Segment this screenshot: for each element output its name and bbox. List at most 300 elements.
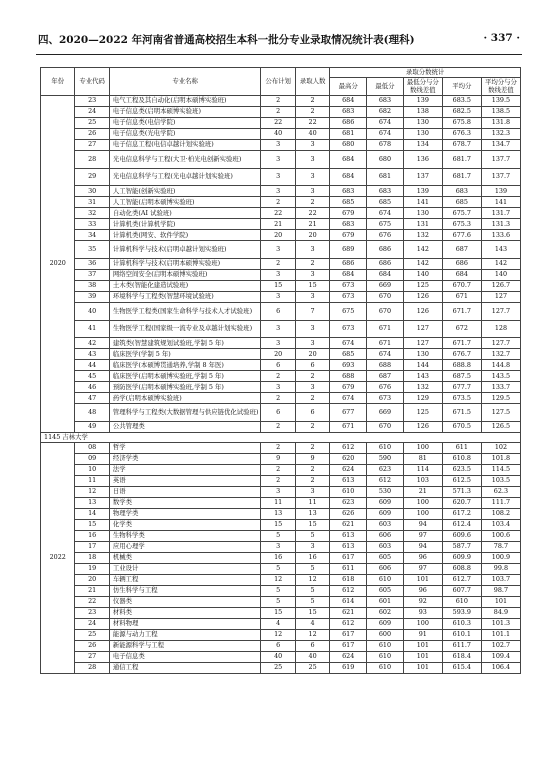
plan-cell: 2 — [261, 393, 295, 404]
avg-score-cell: 671.7 — [442, 303, 481, 321]
major-name-cell: 电子信息类(电信学院) — [109, 118, 261, 129]
major-code-cell: 36 — [75, 259, 109, 270]
min-score-cell: 669 — [367, 281, 404, 292]
table-row — [41, 585, 521, 596]
avg-diff-cell: 134.7 — [481, 140, 520, 151]
avg-diff-cell: 111.7 — [481, 497, 520, 508]
plan-cell: 21 — [261, 219, 295, 230]
min-diff-cell: 130 — [403, 129, 442, 140]
avg-score-cell: 681.7 — [442, 151, 481, 169]
avg-score-cell: 571.3 — [442, 486, 481, 497]
major-name-cell: 日语 — [109, 486, 261, 497]
major-name-cell: 临床医学(本硕博贯通培养,学制 8 年医) — [109, 360, 261, 371]
admitted-cell: 5 — [295, 530, 329, 541]
plan-cell: 40 — [261, 651, 295, 662]
admitted-cell: 6 — [295, 640, 329, 651]
table-row — [41, 208, 521, 219]
avg-score-cell: 678.7 — [442, 140, 481, 151]
max-score-cell: 686 — [330, 259, 367, 270]
max-score-cell: 623 — [330, 497, 367, 508]
min-score-cell: 686 — [367, 259, 404, 270]
major-code-cell: 26 — [75, 640, 109, 651]
min-score-cell: 686 — [367, 241, 404, 259]
max-score-cell: 619 — [330, 662, 367, 673]
avg-diff-cell: 103.4 — [481, 519, 520, 530]
min-score-cell: 670 — [367, 292, 404, 303]
avg-score-cell: 612.7 — [442, 574, 481, 585]
major-code-cell: 12 — [75, 486, 109, 497]
max-score-cell: 674 — [330, 338, 367, 349]
avg-diff-cell: 78.7 — [481, 541, 520, 552]
avg-score-cell: 686 — [442, 259, 481, 270]
avg-score-cell: 608.8 — [442, 563, 481, 574]
admitted-cell: 3 — [295, 382, 329, 393]
plan-cell: 11 — [261, 497, 295, 508]
major-name-cell: 化学类 — [109, 519, 261, 530]
min-score-cell: 674 — [367, 208, 404, 219]
major-code-cell: 46 — [75, 382, 109, 393]
avg-score-cell: 676.7 — [442, 349, 481, 360]
major-name-cell: 电子信息类(光电学院) — [109, 129, 261, 140]
table-row — [41, 530, 521, 541]
page-header — [38, 32, 520, 48]
admitted-cell: 22 — [295, 118, 329, 129]
table-row — [41, 552, 521, 563]
major-name-cell: 能源与动力工程 — [109, 629, 261, 640]
max-score-cell: 683 — [330, 107, 367, 118]
max-score-cell: 621 — [330, 519, 367, 530]
col-min: 最低分 — [367, 78, 404, 96]
major-name-cell: 应用心理学 — [109, 541, 261, 552]
major-code-cell: 26 — [75, 129, 109, 140]
major-code-cell: 45 — [75, 371, 109, 382]
avg-diff-cell: 101.3 — [481, 618, 520, 629]
min-diff-cell: 131 — [403, 219, 442, 230]
min-score-cell: 680 — [367, 151, 404, 169]
admitted-cell: 25 — [295, 662, 329, 673]
major-name-cell: 材料物理 — [109, 618, 261, 629]
avg-score-cell: 615.4 — [442, 662, 481, 673]
table-row — [41, 118, 521, 129]
avg-score-cell: 677.7 — [442, 382, 481, 393]
max-score-cell: 617 — [330, 552, 367, 563]
major-code-cell: 18 — [75, 552, 109, 563]
min-score-cell: 681 — [367, 168, 404, 186]
table-row — [41, 464, 521, 475]
max-score-cell: 685 — [330, 197, 367, 208]
table-header — [41, 68, 521, 96]
min-diff-cell: 139 — [403, 186, 442, 197]
plan-cell: 5 — [261, 563, 295, 574]
admitted-cell: 3 — [295, 292, 329, 303]
major-code-cell: 37 — [75, 270, 109, 281]
table-row — [41, 96, 521, 107]
table-row — [41, 393, 521, 404]
major-name-cell: 哲学 — [109, 442, 261, 453]
min-score-cell: 674 — [367, 129, 404, 140]
admitted-cell: 2 — [295, 197, 329, 208]
max-score-cell: 613 — [330, 541, 367, 552]
page-number: · 337 · — [483, 32, 520, 44]
admitted-cell: 2 — [295, 464, 329, 475]
table-row — [41, 519, 521, 530]
major-code-cell: 08 — [75, 442, 109, 453]
admitted-cell: 2 — [295, 371, 329, 382]
table-row — [41, 422, 521, 433]
col-plan: 公布计划 — [261, 68, 295, 96]
admitted-cell: 2 — [295, 259, 329, 270]
admitted-cell: 3 — [295, 541, 329, 552]
table-row — [41, 338, 521, 349]
avg-score-cell: 671.5 — [442, 404, 481, 422]
major-code-cell: 17 — [75, 541, 109, 552]
avg-diff-cell: 109.4 — [481, 651, 520, 662]
major-code-cell: 15 — [75, 519, 109, 530]
admitted-cell: 5 — [295, 585, 329, 596]
admitted-cell: 3 — [295, 151, 329, 169]
table-row — [41, 292, 521, 303]
min-diff-cell: 126 — [403, 303, 442, 321]
university-name: 1145 吉林大学 — [41, 433, 521, 443]
min-diff-cell: 130 — [403, 118, 442, 129]
table-row — [41, 230, 521, 241]
min-score-cell: 610 — [367, 574, 404, 585]
min-diff-cell: 136 — [403, 151, 442, 169]
avg-diff-cell: 98.7 — [481, 585, 520, 596]
min-score-cell: 674 — [367, 118, 404, 129]
plan-cell: 2 — [261, 197, 295, 208]
year-cell: 2022 — [41, 442, 75, 673]
plan-cell: 3 — [261, 168, 295, 186]
avg-score-cell: 671.7 — [442, 338, 481, 349]
min-diff-cell: 132 — [403, 382, 442, 393]
plan-cell: 3 — [261, 486, 295, 497]
plan-cell: 20 — [261, 349, 295, 360]
avg-diff-cell: 129.5 — [481, 393, 520, 404]
min-diff-cell: 101 — [403, 662, 442, 673]
min-score-cell: 606 — [367, 563, 404, 574]
admitted-cell: 9 — [295, 453, 329, 464]
max-score-cell: 679 — [330, 382, 367, 393]
min-diff-cell: 91 — [403, 629, 442, 640]
major-code-cell: 30 — [75, 186, 109, 197]
major-name-cell: 电子信息类(启明本硕博实验班) — [109, 107, 261, 118]
major-code-cell: 25 — [75, 118, 109, 129]
avg-diff-cell: 137.7 — [481, 168, 520, 186]
major-code-cell: 25 — [75, 629, 109, 640]
plan-cell: 3 — [261, 382, 295, 393]
table-row — [41, 241, 521, 259]
table-row — [41, 629, 521, 640]
min-diff-cell: 97 — [403, 530, 442, 541]
major-code-cell: 24 — [75, 107, 109, 118]
major-name-cell: 计算机科学与技术(启明本硕博实验班) — [109, 259, 261, 270]
table-row — [41, 360, 521, 371]
min-score-cell: 609 — [367, 497, 404, 508]
min-score-cell: 603 — [367, 519, 404, 530]
table-row — [41, 107, 521, 118]
table-row — [41, 607, 521, 618]
plan-cell: 3 — [261, 151, 295, 169]
avg-score-cell: 610.3 — [442, 618, 481, 629]
major-name-cell: 经济学类 — [109, 453, 261, 464]
major-name-cell: 通信工程 — [109, 662, 261, 673]
major-code-cell: 22 — [75, 596, 109, 607]
admitted-cell: 2 — [295, 475, 329, 486]
avg-diff-cell: 103.5 — [481, 475, 520, 486]
min-diff-cell: 94 — [403, 519, 442, 530]
avg-diff-cell: 103.7 — [481, 574, 520, 585]
max-score-cell: 689 — [330, 241, 367, 259]
table-row — [41, 371, 521, 382]
col-major-name: 专业名称 — [109, 68, 261, 96]
admitted-cell: 3 — [295, 186, 329, 197]
min-score-cell: 675 — [367, 219, 404, 230]
plan-cell: 3 — [261, 541, 295, 552]
max-score-cell: 671 — [330, 422, 367, 433]
avg-diff-cell: 114.5 — [481, 464, 520, 475]
table-row — [41, 303, 521, 321]
avg-diff-cell: 133.6 — [481, 230, 520, 241]
avg-score-cell: 671 — [442, 292, 481, 303]
plan-cell: 9 — [261, 453, 295, 464]
plan-cell: 12 — [261, 574, 295, 585]
admitted-cell: 2 — [295, 96, 329, 107]
max-score-cell: 613 — [330, 475, 367, 486]
min-score-cell: 671 — [367, 320, 404, 338]
university-group-row — [41, 433, 521, 443]
avg-score-cell: 687 — [442, 241, 481, 259]
min-score-cell: 612 — [367, 475, 404, 486]
major-name-cell: 生物科学类 — [109, 530, 261, 541]
plan-cell: 2 — [261, 259, 295, 270]
max-score-cell: 684 — [330, 151, 367, 169]
major-name-cell: 计算机类(计算机学院) — [109, 219, 261, 230]
admitted-cell: 5 — [295, 563, 329, 574]
min-score-cell: 683 — [367, 186, 404, 197]
avg-diff-cell: 142 — [481, 259, 520, 270]
min-diff-cell: 130 — [403, 349, 442, 360]
major-code-cell: 19 — [75, 563, 109, 574]
major-code-cell: 14 — [75, 508, 109, 519]
min-score-cell: 590 — [367, 453, 404, 464]
min-score-cell: 683 — [367, 96, 404, 107]
avg-score-cell: 670.7 — [442, 281, 481, 292]
avg-diff-cell: 133.7 — [481, 382, 520, 393]
min-score-cell: 670 — [367, 303, 404, 321]
min-diff-cell: 134 — [403, 140, 442, 151]
admitted-cell: 15 — [295, 519, 329, 530]
major-name-cell: 生物医学工程(国家级一流专业及卓越计划实验班) — [109, 320, 261, 338]
max-score-cell: 610 — [330, 486, 367, 497]
admitted-cell: 12 — [295, 574, 329, 585]
avg-diff-cell: 100.9 — [481, 552, 520, 563]
major-code-cell: 39 — [75, 292, 109, 303]
avg-score-cell: 682.5 — [442, 107, 481, 118]
major-name-cell: 临床医学(启明本硕博实验班,学制 5 年) — [109, 371, 261, 382]
col-year: 年份 — [41, 68, 75, 96]
col-score-stats: 录取分数统计 — [330, 68, 521, 78]
max-score-cell: 683 — [330, 219, 367, 230]
max-score-cell: 684 — [330, 96, 367, 107]
min-score-cell: 671 — [367, 338, 404, 349]
min-diff-cell: 93 — [403, 607, 442, 618]
plan-cell: 15 — [261, 281, 295, 292]
avg-diff-cell: 139 — [481, 186, 520, 197]
admitted-cell: 3 — [295, 338, 329, 349]
min-diff-cell: 103 — [403, 475, 442, 486]
avg-diff-cell: 100.6 — [481, 530, 520, 541]
major-code-cell: 34 — [75, 230, 109, 241]
min-diff-cell: 21 — [403, 486, 442, 497]
admitted-cell: 5 — [295, 596, 329, 607]
plan-cell: 6 — [261, 303, 295, 321]
avg-diff-cell: 141 — [481, 197, 520, 208]
min-diff-cell: 100 — [403, 508, 442, 519]
major-code-cell: 28 — [75, 662, 109, 673]
admitted-cell: 3 — [295, 486, 329, 497]
admitted-cell: 21 — [295, 219, 329, 230]
major-name-cell: 生物医学工程类(国家生命科学与技术人才试验班) — [109, 303, 261, 321]
table-row — [41, 541, 521, 552]
major-code-cell: 23 — [75, 96, 109, 107]
plan-cell: 20 — [261, 230, 295, 241]
admitted-cell: 3 — [295, 270, 329, 281]
col-max: 最高分 — [330, 78, 367, 96]
avg-score-cell: 593.9 — [442, 607, 481, 618]
avg-score-cell: 620.7 — [442, 497, 481, 508]
min-diff-cell: 126 — [403, 292, 442, 303]
major-code-cell: 13 — [75, 497, 109, 508]
plan-cell: 3 — [261, 241, 295, 259]
admitted-cell: 22 — [295, 208, 329, 219]
max-score-cell: 680 — [330, 140, 367, 151]
table-body — [41, 96, 521, 674]
table-row — [41, 662, 521, 673]
min-diff-cell: 138 — [403, 107, 442, 118]
min-diff-cell: 101 — [403, 574, 442, 585]
major-code-cell: 41 — [75, 320, 109, 338]
table-row — [41, 404, 521, 422]
major-code-cell: 32 — [75, 208, 109, 219]
table-row — [41, 168, 521, 186]
min-diff-cell: 141 — [403, 197, 442, 208]
avg-score-cell: 676.3 — [442, 129, 481, 140]
max-score-cell: 685 — [330, 349, 367, 360]
table-row — [41, 574, 521, 585]
max-score-cell: 613 — [330, 530, 367, 541]
max-score-cell: 612 — [330, 585, 367, 596]
major-code-cell: 27 — [75, 140, 109, 151]
major-code-cell: 29 — [75, 168, 109, 186]
min-score-cell: 688 — [367, 360, 404, 371]
major-name-cell: 公共管理类 — [109, 422, 261, 433]
major-name-cell: 仪器类 — [109, 596, 261, 607]
col-avg: 平均分 — [442, 78, 481, 96]
avg-score-cell: 683.5 — [442, 96, 481, 107]
avg-score-cell: 618.4 — [442, 651, 481, 662]
avg-diff-cell: 99.8 — [481, 563, 520, 574]
min-diff-cell: 127 — [403, 338, 442, 349]
min-diff-cell: 100 — [403, 497, 442, 508]
major-code-cell: 38 — [75, 281, 109, 292]
major-name-cell: 法学 — [109, 464, 261, 475]
avg-diff-cell: 143 — [481, 241, 520, 259]
min-diff-cell: 143 — [403, 371, 442, 382]
min-diff-cell: 125 — [403, 404, 442, 422]
plan-cell: 4 — [261, 618, 295, 629]
avg-diff-cell: 131.7 — [481, 208, 520, 219]
min-score-cell: 673 — [367, 393, 404, 404]
admitted-cell: 7 — [295, 303, 329, 321]
avg-diff-cell: 132.3 — [481, 129, 520, 140]
avg-diff-cell: 128 — [481, 320, 520, 338]
avg-score-cell: 610.1 — [442, 629, 481, 640]
avg-diff-cell: 127.7 — [481, 303, 520, 321]
avg-diff-cell: 143.5 — [481, 371, 520, 382]
table-row — [41, 596, 521, 607]
avg-score-cell: 610.8 — [442, 453, 481, 464]
max-score-cell: 675 — [330, 303, 367, 321]
min-score-cell: 601 — [367, 596, 404, 607]
table-row — [41, 651, 521, 662]
major-code-cell: 20 — [75, 574, 109, 585]
avg-diff-cell: 144.8 — [481, 360, 520, 371]
avg-diff-cell: 138.5 — [481, 107, 520, 118]
major-code-cell: 16 — [75, 530, 109, 541]
avg-score-cell: 609.6 — [442, 530, 481, 541]
admitted-cell: 15 — [295, 607, 329, 618]
admitted-cell: 15 — [295, 281, 329, 292]
avg-score-cell: 687.5 — [442, 371, 481, 382]
min-score-cell: 674 — [367, 349, 404, 360]
avg-diff-cell: 62.3 — [481, 486, 520, 497]
min-diff-cell: 129 — [403, 393, 442, 404]
major-code-cell: 33 — [75, 219, 109, 230]
major-code-cell: 09 — [75, 453, 109, 464]
major-name-cell: 计算机科学与技术(启明卓越计划实验班) — [109, 241, 261, 259]
major-code-cell: 31 — [75, 197, 109, 208]
avg-diff-cell: 84.9 — [481, 607, 520, 618]
min-diff-cell: 144 — [403, 360, 442, 371]
min-score-cell: 676 — [367, 230, 404, 241]
min-score-cell: 606 — [367, 530, 404, 541]
plan-cell: 2 — [261, 107, 295, 118]
major-name-cell: 计算机类(网安、软件学院) — [109, 230, 261, 241]
min-score-cell: 609 — [367, 508, 404, 519]
plan-cell: 16 — [261, 552, 295, 563]
plan-cell: 3 — [261, 140, 295, 151]
major-name-cell: 数学类 — [109, 497, 261, 508]
col-admitted: 录取人数 — [295, 68, 329, 96]
avg-score-cell: 672 — [442, 320, 481, 338]
min-diff-cell: 97 — [403, 563, 442, 574]
min-score-cell: 678 — [367, 140, 404, 151]
admitted-cell: 13 — [295, 508, 329, 519]
admitted-cell: 20 — [295, 230, 329, 241]
table-row — [41, 349, 521, 360]
plan-cell: 25 — [261, 662, 295, 673]
max-score-cell: 611 — [330, 563, 367, 574]
major-code-cell: 44 — [75, 360, 109, 371]
avg-diff-cell: 137.7 — [481, 151, 520, 169]
avg-score-cell: 587.7 — [442, 541, 481, 552]
table-row — [41, 140, 521, 151]
admitted-cell: 4 — [295, 618, 329, 629]
avg-diff-cell: 139.5 — [481, 96, 520, 107]
table-row — [41, 486, 521, 497]
avg-diff-cell: 108.2 — [481, 508, 520, 519]
